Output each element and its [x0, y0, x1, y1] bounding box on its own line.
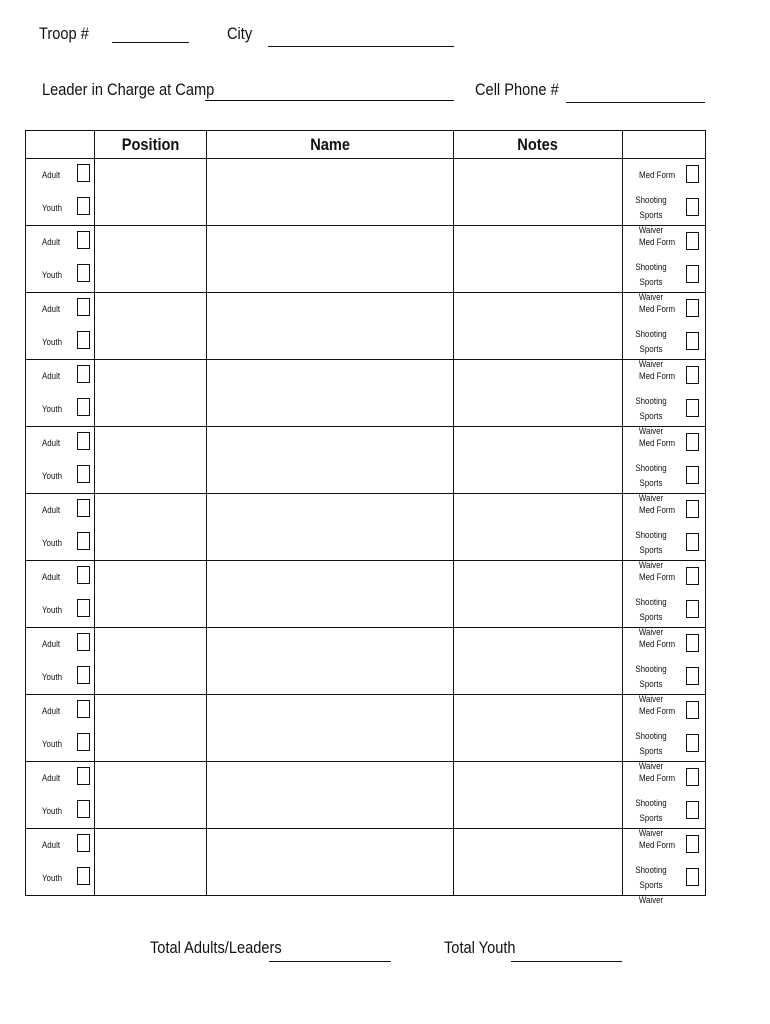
youth-label: Youth	[42, 873, 62, 883]
participant-type-cell	[26, 226, 95, 293]
notes-cell[interactable]	[454, 427, 623, 494]
roster-body	[26, 159, 706, 905]
shooting-sports-waiver-label: Shooting Sports Waiver	[635, 597, 667, 637]
leader-field[interactable]	[205, 100, 454, 101]
notes-cell[interactable]	[454, 695, 623, 762]
youth-checkbox[interactable]	[77, 465, 90, 483]
name-cell[interactable]	[207, 226, 454, 293]
shooting-sports-waiver-checkbox[interactable]	[686, 868, 699, 886]
participant-type-cell	[26, 494, 95, 561]
name-cell[interactable]	[207, 293, 454, 360]
shooting-sports-waiver-label: Shooting Sports Waiver	[635, 463, 667, 503]
table-row	[26, 159, 706, 226]
youth-checkbox[interactable]	[77, 666, 90, 684]
shooting-sports-waiver-checkbox[interactable]	[686, 265, 699, 283]
adult-label: Adult	[42, 706, 61, 716]
adult-label: Adult	[42, 505, 61, 515]
shooting-sports-waiver-checkbox[interactable]	[686, 600, 699, 618]
youth-checkbox[interactable]	[77, 264, 90, 282]
position-cell[interactable]	[95, 628, 207, 695]
adult-label: Adult	[42, 639, 61, 649]
name-cell[interactable]	[207, 762, 454, 829]
participant-type-cell	[26, 829, 95, 896]
table-header-row	[26, 131, 706, 159]
adult-label: Adult	[42, 170, 61, 180]
shooting-sports-waiver-label: Shooting Sports Waiver	[635, 396, 667, 436]
youth-checkbox[interactable]	[77, 800, 90, 818]
med-form-checkbox[interactable]	[686, 433, 699, 451]
shooting-sports-waiver-checkbox[interactable]	[686, 734, 699, 752]
table-row	[26, 226, 706, 293]
column-header-name: Name	[207, 131, 454, 159]
participant-type-cell	[26, 762, 95, 829]
shooting-sports-waiver-label: Shooting Sports Waiver	[635, 262, 667, 302]
med-form-checkbox[interactable]	[686, 567, 699, 585]
position-cell[interactable]	[95, 159, 207, 226]
med-form-checkbox[interactable]	[686, 366, 699, 384]
position-cell[interactable]	[95, 427, 207, 494]
shooting-sports-waiver-checkbox[interactable]	[686, 667, 699, 685]
participant-type-cell	[26, 427, 95, 494]
name-cell[interactable]	[207, 695, 454, 762]
shooting-sports-waiver-label: Shooting Sports Waiver	[635, 530, 667, 570]
position-cell[interactable]	[95, 561, 207, 628]
med-form-label: Med Form	[639, 840, 676, 850]
participant-type-cell	[26, 695, 95, 762]
adult-checkbox[interactable]	[77, 767, 90, 785]
shooting-sports-waiver-label: Shooting Sports Waiver	[635, 329, 667, 369]
forms-cell	[623, 762, 706, 838]
youth-checkbox[interactable]	[77, 733, 90, 751]
name-cell[interactable]	[207, 494, 454, 561]
column-header-position: Position	[95, 131, 207, 159]
med-form-label: Med Form	[639, 706, 676, 716]
shooting-sports-waiver-label: Shooting Sports Waiver	[635, 195, 667, 235]
youth-checkbox[interactable]	[77, 197, 90, 215]
name-cell[interactable]	[207, 427, 454, 494]
adult-checkbox[interactable]	[77, 700, 90, 718]
med-form-checkbox[interactable]	[686, 701, 699, 719]
notes-cell[interactable]	[454, 159, 623, 226]
adult-label: Adult	[42, 572, 61, 582]
forms-cell	[623, 427, 706, 503]
table-row	[26, 762, 706, 829]
shooting-sports-waiver-label: Shooting Sports Waiver	[635, 731, 667, 771]
header-blank-left	[26, 131, 95, 159]
city-label: City	[227, 24, 253, 43]
shooting-sports-waiver-label: Shooting Sports Waiver	[635, 664, 667, 704]
shooting-sports-waiver-checkbox[interactable]	[686, 466, 699, 484]
forms-cell	[623, 293, 706, 369]
forms-cell	[623, 829, 706, 905]
name-cell[interactable]	[207, 561, 454, 628]
shooting-sports-waiver-checkbox[interactable]	[686, 332, 699, 350]
cell-phone-label: Cell Phone #	[475, 80, 559, 99]
shooting-sports-waiver-label: Shooting Sports Waiver	[635, 798, 667, 838]
adult-checkbox[interactable]	[77, 432, 90, 450]
adult-label: Adult	[42, 304, 61, 314]
youth-label: Youth	[42, 203, 62, 213]
roster-table	[25, 130, 706, 905]
position-cell[interactable]	[95, 494, 207, 561]
table-row	[26, 829, 706, 896]
med-form-checkbox[interactable]	[686, 299, 699, 317]
position-cell[interactable]	[95, 360, 207, 427]
youth-label: Youth	[42, 404, 62, 414]
name-cell[interactable]	[207, 360, 454, 427]
adult-label: Adult	[42, 773, 61, 783]
adult-checkbox[interactable]	[77, 365, 90, 383]
table-row	[26, 494, 706, 561]
forms-cell	[623, 494, 706, 570]
position-cell[interactable]	[95, 226, 207, 293]
forms-cell	[623, 695, 706, 771]
youth-label: Youth	[42, 739, 62, 749]
adult-checkbox[interactable]	[77, 499, 90, 517]
position-cell[interactable]	[95, 293, 207, 360]
shooting-sports-waiver-checkbox[interactable]	[686, 801, 699, 819]
adult-label: Adult	[42, 438, 61, 448]
med-form-label: Med Form	[639, 237, 676, 247]
forms-cell	[623, 159, 706, 235]
med-form-checkbox[interactable]	[686, 768, 699, 786]
participant-type-cell	[26, 561, 95, 628]
notes-cell[interactable]	[454, 829, 623, 896]
adult-checkbox[interactable]	[77, 231, 90, 249]
shooting-sports-waiver-label: Shooting Sports Waiver	[635, 865, 667, 905]
med-form-label: Med Form	[639, 304, 676, 314]
table-row	[26, 427, 706, 494]
notes-cell[interactable]	[454, 628, 623, 695]
med-form-label: Med Form	[639, 639, 676, 649]
position-cell[interactable]	[95, 695, 207, 762]
name-cell[interactable]	[207, 159, 454, 226]
youth-label: Youth	[42, 270, 62, 280]
table-row	[26, 293, 706, 360]
header-blank-right	[623, 131, 706, 159]
column-header-notes: Notes	[454, 131, 623, 159]
city-field[interactable]	[268, 46, 454, 47]
total-youth-field[interactable]	[511, 961, 622, 962]
youth-checkbox[interactable]	[77, 331, 90, 349]
youth-checkbox[interactable]	[77, 867, 90, 885]
name-cell[interactable]	[207, 829, 454, 896]
med-form-checkbox[interactable]	[686, 500, 699, 518]
med-form-label: Med Form	[639, 438, 676, 448]
adult-checkbox[interactable]	[77, 298, 90, 316]
forms-cell	[623, 360, 706, 436]
shooting-sports-waiver-checkbox[interactable]	[686, 198, 699, 216]
youth-label: Youth	[42, 538, 62, 548]
table-row	[26, 628, 706, 695]
adult-checkbox[interactable]	[77, 164, 90, 182]
forms-cell	[623, 226, 706, 302]
med-form-label: Med Form	[639, 170, 676, 180]
shooting-sports-waiver-checkbox[interactable]	[686, 399, 699, 417]
youth-checkbox[interactable]	[77, 599, 90, 617]
youth-checkbox[interactable]	[77, 532, 90, 550]
shooting-sports-waiver-checkbox[interactable]	[686, 533, 699, 551]
adult-label: Adult	[42, 840, 61, 850]
participant-type-cell	[26, 360, 95, 427]
med-form-checkbox[interactable]	[686, 165, 699, 183]
position-cell[interactable]	[95, 829, 207, 896]
med-form-label: Med Form	[639, 572, 676, 582]
adult-label: Adult	[42, 371, 61, 381]
position-cell[interactable]	[95, 762, 207, 829]
table-row	[26, 360, 706, 427]
notes-cell[interactable]	[454, 293, 623, 360]
med-form-checkbox[interactable]	[686, 634, 699, 652]
participant-type-cell	[26, 159, 95, 226]
med-form-label: Med Form	[639, 371, 676, 381]
total-adults-label: Total Adults/Leaders	[150, 938, 282, 957]
table-row	[26, 561, 706, 628]
troop-label: Troop #	[39, 24, 89, 43]
youth-label: Youth	[42, 806, 62, 816]
forms-cell	[623, 561, 706, 637]
youth-checkbox[interactable]	[77, 398, 90, 416]
table-row	[26, 695, 706, 762]
notes-cell[interactable]	[454, 561, 623, 628]
leader-label: Leader in Charge at Camp	[42, 80, 215, 99]
forms-cell	[623, 628, 706, 704]
cell-phone-field[interactable]	[566, 102, 705, 103]
med-form-label: Med Form	[639, 773, 676, 783]
youth-label: Youth	[42, 605, 62, 615]
adult-checkbox[interactable]	[77, 633, 90, 651]
notes-cell[interactable]	[454, 762, 623, 829]
total-adults-field[interactable]	[269, 961, 391, 962]
notes-cell[interactable]	[454, 494, 623, 561]
notes-cell[interactable]	[454, 360, 623, 427]
adult-checkbox[interactable]	[77, 834, 90, 852]
name-cell[interactable]	[207, 628, 454, 695]
notes-cell[interactable]	[454, 226, 623, 293]
youth-label: Youth	[42, 471, 62, 481]
adult-label: Adult	[42, 237, 61, 247]
troop-field[interactable]	[112, 42, 189, 43]
youth-label: Youth	[42, 672, 62, 682]
med-form-checkbox[interactable]	[686, 835, 699, 853]
youth-label: Youth	[42, 337, 62, 347]
participant-type-cell	[26, 628, 95, 695]
adult-checkbox[interactable]	[77, 566, 90, 584]
med-form-checkbox[interactable]	[686, 232, 699, 250]
med-form-label: Med Form	[639, 505, 676, 515]
participant-type-cell	[26, 293, 95, 360]
total-youth-label: Total Youth	[444, 938, 516, 957]
